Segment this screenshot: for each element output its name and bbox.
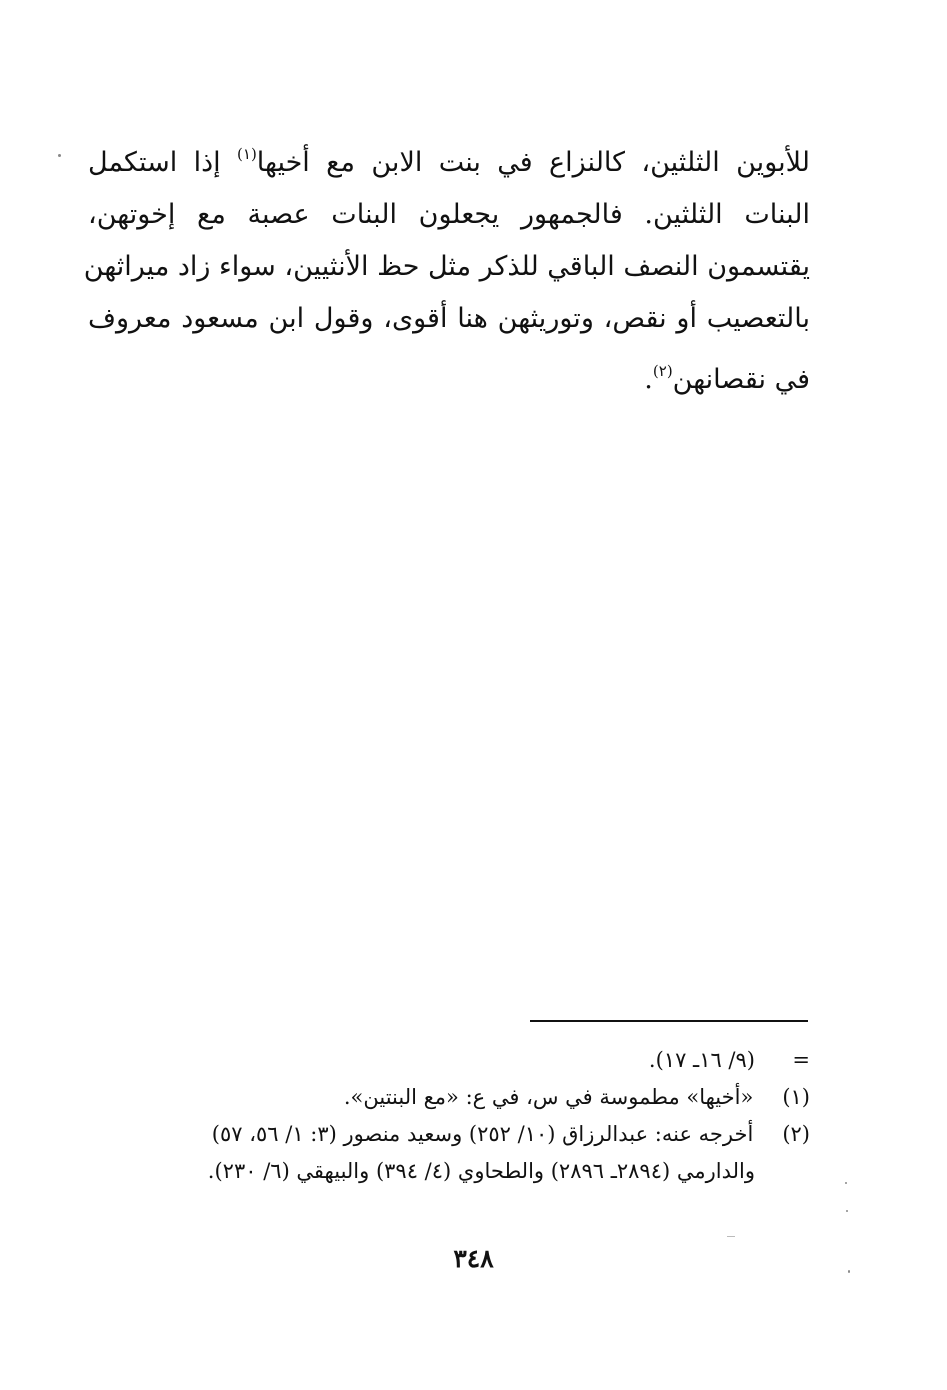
main-text-line: للأبوين الثلثين، كالنزاع في بنت الابن مع أخيها$^{(١)}$ إذا استكمل: [88, 145, 810, 178]
page-number: ٣٤٨: [453, 1244, 494, 1273]
footnotes-block: [88, 1042, 810, 1190]
footnote-ref-2[interactable]: (٢): [652, 362, 673, 380]
main-text-block: [83, 128, 810, 406]
footnote-1: [88, 1079, 810, 1116]
main-text-line: في نقصانهن$^{(٢)}$.: [644, 362, 810, 395]
footnote-text: «أخيها» مطموسة في س، في ع: «مع البنتين».: [343, 1085, 754, 1109]
scan-speck: [848, 1270, 850, 1273]
footnote-ref-1[interactable]: (١): [237, 145, 257, 163]
scan-speck: [727, 1236, 735, 1237]
main-text-line: يقتسمون النصف الباقي للذكر مثل حظ الأنثيين، سواء زاد ميراثهن: [83, 251, 810, 282]
continuation-mark: =: [792, 1048, 810, 1072]
main-text-line: البنات الثلثين. فالجمهور يجعلون البنات عصبة مع إخوتهن،: [88, 199, 810, 230]
footnote-number: (٢): [782, 1122, 810, 1146]
continuation-text: (٩/ ١٦ـ ١٧).: [648, 1048, 755, 1072]
footnote-text: أخرجه عنه: عبدالرزاق (١٠/ ٢٥٢) وسعيد منصور (٣: ١/ ٥٦، ٥٧): [211, 1122, 754, 1146]
footnote-separator: [530, 1020, 808, 1022]
scan-speck: [846, 1210, 848, 1212]
footnote-2-continued: [88, 1153, 810, 1190]
footnote-continuation: [88, 1042, 810, 1079]
main-text-line: بالتعصيب أو نقص، وتوريثهن هنا أقوى، وقول ابن مسعود معروف: [88, 303, 810, 334]
footnote-number: (١): [782, 1085, 810, 1109]
scan-speck: [58, 154, 61, 157]
footnote-2: [88, 1116, 810, 1153]
footnote-text: والدارمي (٢٨٩٤ـ ٢٨٩٦) والطحاوي (٤/ ٣٩٤) والبيهقي (٦/ ٢٣٠).: [207, 1159, 755, 1183]
scan-speck: [845, 1182, 847, 1184]
